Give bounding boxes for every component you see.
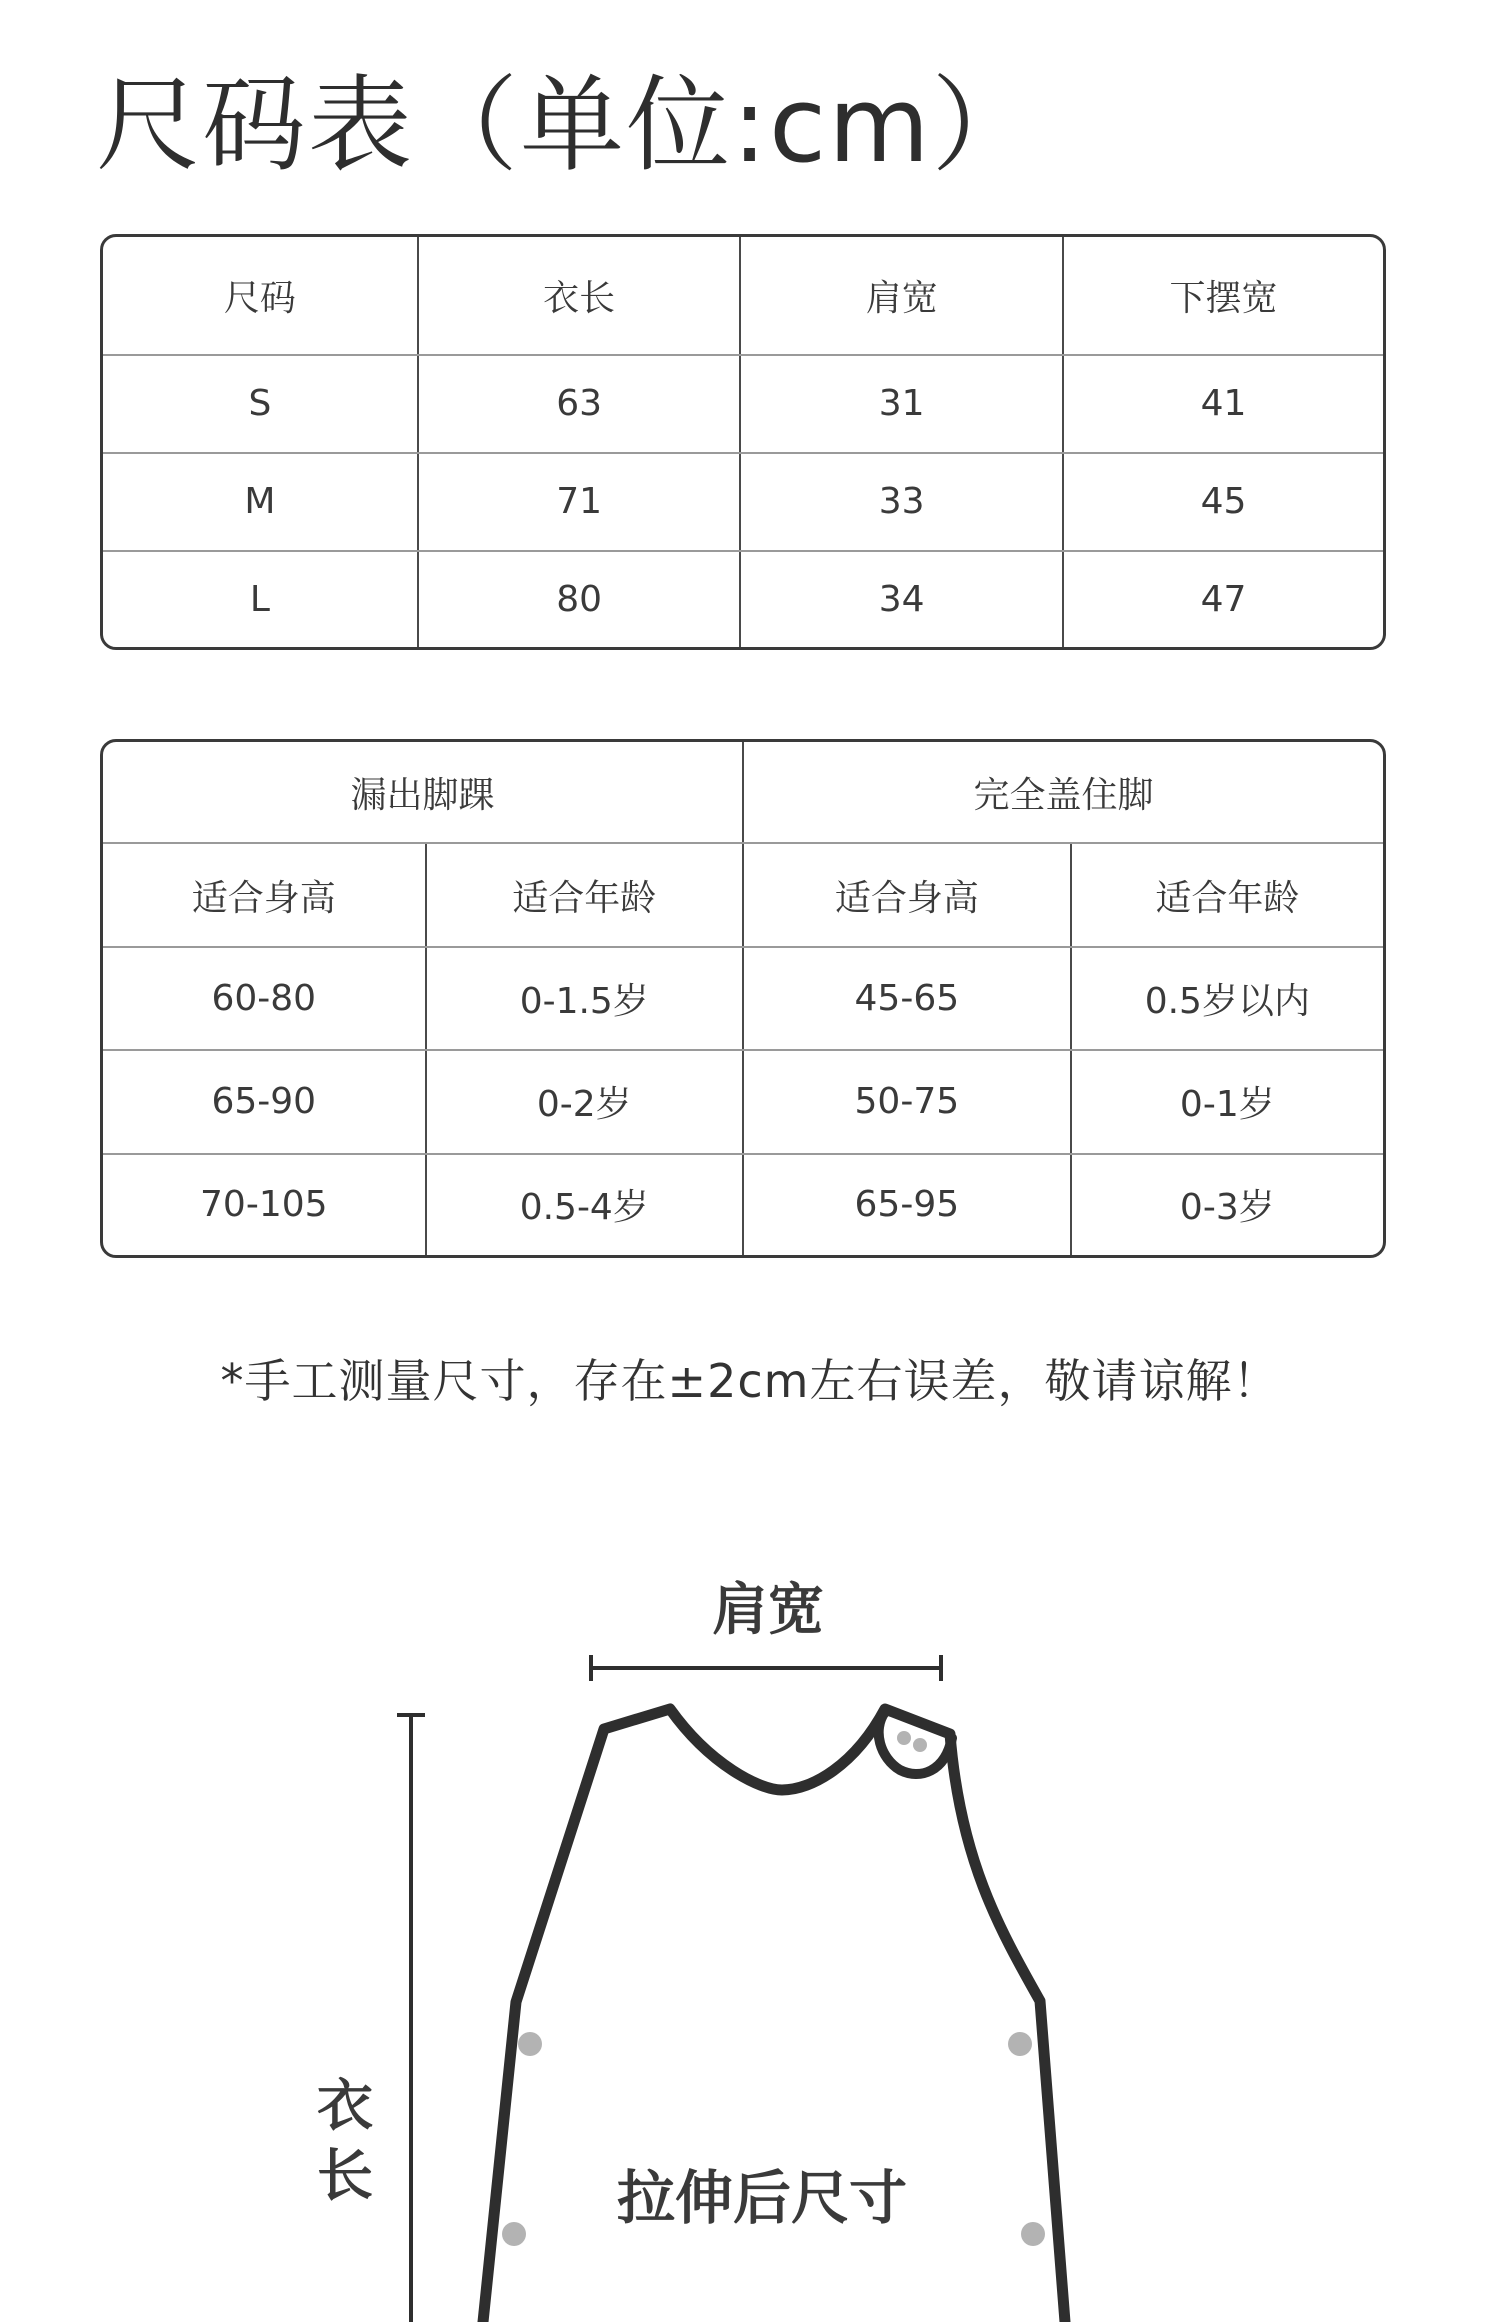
subheader-age: 适合年龄 [426,843,743,946]
table-row [103,1154,1383,1256]
header-shoulder: 肩宽 [740,237,1063,355]
fit-table-subheader-row [103,843,1383,946]
cell-age: 0.5岁以内 [1071,947,1383,1050]
length-label-top: 衣 [317,2074,373,2139]
group-feet-covered: 完全盖住脚 [743,742,1383,843]
subheader-height: 适合身高 [743,843,1071,946]
cell-height: 65-90 [103,1050,426,1153]
cell-size: S [103,355,418,453]
cell-size: L [103,551,418,647]
header-length: 衣长 [418,237,741,355]
cell-shoulder: 31 [740,355,1063,453]
cell-age: 0-2岁 [426,1050,743,1153]
cell-size: M [103,453,418,551]
shoulder-width-label: 肩宽 [712,1578,824,1643]
shoulder-width-dimension-line [591,1655,941,1681]
stretched-size-label: 拉伸后尺寸 [616,2164,908,2232]
size-table-header-row [103,237,1383,355]
snap-button [913,1738,927,1752]
side-snap-button [1021,2222,1045,2246]
header-hem: 下摆宽 [1063,237,1383,355]
cell-age: 0-1.5岁 [426,947,743,1050]
cell-height: 45-65 [743,947,1071,1050]
cell-hem: 41 [1063,355,1383,453]
subheader-age: 适合年龄 [1071,843,1383,946]
measurement-note: *手工测量尺寸，存在±2cm左右误差，敬请谅解！ [220,1354,1280,1408]
cell-shoulder: 33 [740,453,1063,551]
cell-height: 65-95 [743,1154,1071,1256]
cell-length: 80 [418,551,741,647]
size-table [100,234,1386,650]
table-row [103,1050,1383,1153]
garment-diagram [0,1560,1500,2322]
cell-age: 0.5-4岁 [426,1154,743,1256]
page-title: 尺码表（单位:cm） [96,64,1038,186]
cell-height: 70-105 [103,1154,426,1256]
header-size: 尺码 [103,237,418,355]
cell-hem: 47 [1200,579,1247,620]
table-row [103,453,1383,551]
length-dimension-line [397,1715,425,2322]
snap-button [897,1731,911,1745]
cell-age: 0-3岁 [1179,1187,1275,1229]
cell-height: 60-80 [103,947,426,1050]
cell-length: 71 [418,453,741,551]
side-snap-button [502,2222,526,2246]
cell-age: 0-1岁 [1071,1050,1383,1153]
fit-table [100,739,1386,1258]
fit-table-group-row [103,742,1383,843]
cell-hem: 45 [1063,453,1383,551]
table-row [103,551,1383,647]
cell-height: 50-75 [743,1050,1071,1153]
side-snap-button [518,2032,542,2056]
side-snap-button [1008,2032,1032,2056]
cell-shoulder: 34 [740,551,1063,647]
group-ankle-visible: 漏出脚踝 [103,742,743,843]
table-row [103,947,1383,1050]
subheader-height: 适合身高 [103,843,426,946]
cell-length: 63 [418,355,741,453]
length-label-bottom: 长 [317,2144,373,2209]
table-row [103,355,1383,453]
